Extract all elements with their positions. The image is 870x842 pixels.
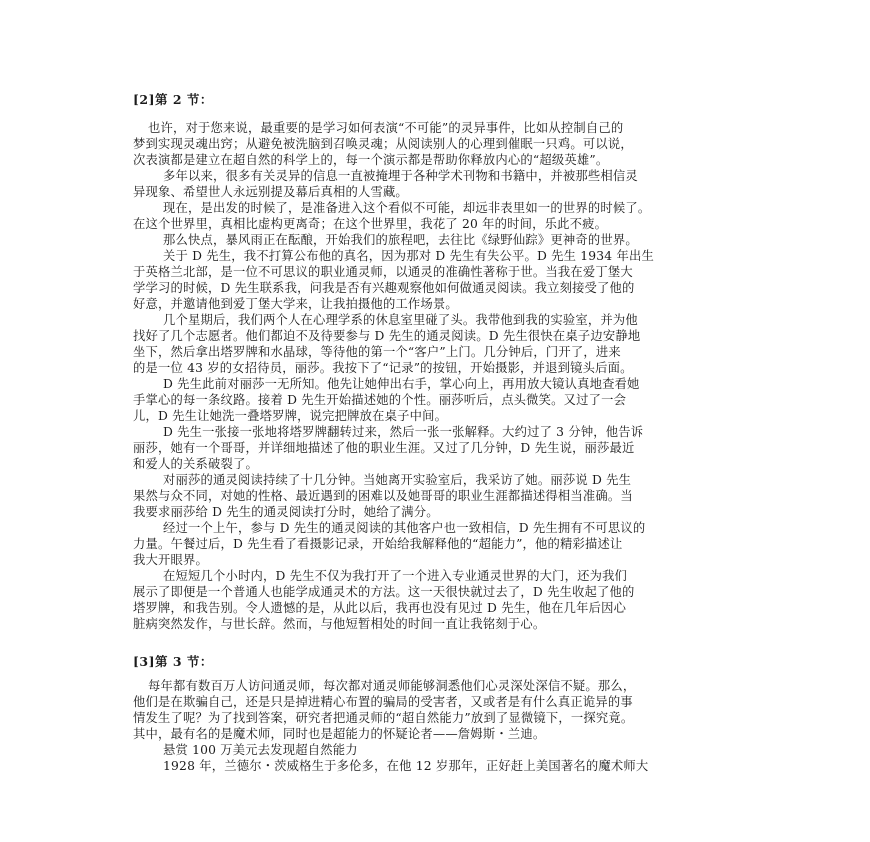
section-2-line: 丽莎，她有一个哥哥，并详细地描述了他的职业生涯。又过了几分钟，D 先生说，丽莎最近 xyxy=(133,441,635,455)
section-2-line: 和爱人的关系破裂了。 xyxy=(133,457,258,471)
section-2-line: 力量。午餐过后，D 先生看了看摄影记录，开始给我解释他的“超能力”，他的精彩描述让 xyxy=(133,537,623,551)
section-2-line: 学学习的时候，D 先生联系我，问我是否有兴趣观察他如何做通灵阅读。我立刻接受了他的 xyxy=(133,281,635,295)
section-3-line: 悬赏 100 万美元去发现超自然能力 xyxy=(163,743,358,757)
section-2-line: 梦到实现灵魂出窍；从避免被洗脑到召唤灵魂；从阅读别人的心理到催眠一只鸡。可以说， xyxy=(133,137,633,151)
section-2-line: 在这个世界里，真相比虚构更离奇；在这个世界里，我花了 20 年的时间，乐此不疲。 xyxy=(133,217,608,231)
section-2-line: 现在，是出发的时候了，是准备进入这个看似不可能，却远非表里如一的世界的时候了。 xyxy=(163,201,651,215)
section-3-line: 其中，最有名的是魔术师，同时也是超能力的怀疑论者——詹姆斯・兰迪。 xyxy=(133,727,546,741)
section-3-heading: [3]第 3 节： xyxy=(133,654,213,669)
section-2-line: 也许，对于您来说，最重要的是学习如何表演“不可能”的灵异事件，比如从控制自己的 xyxy=(148,121,624,135)
section-2-line: 脏病突然发作，与世长辞。然而，与他短暂相处的时间一直让我铭刻于心。 xyxy=(133,617,546,631)
section-2-line: 果然与众不同，对她的性格、最近遇到的困难以及她哥哥的职业生涯都描述得相当准确。当 xyxy=(133,489,633,503)
section-2-line: D 先生一张接一张地将塔罗牌翻转过来，然后一张一张解释。大约过了 3 分钟，他告诉 xyxy=(163,425,644,439)
section-2-line: 对丽莎的通灵阅读持续了十几分钟。当她离开实验室后，我采访了她。丽莎说 D 先生 xyxy=(163,473,632,487)
section-2-line: 于英格兰北部，是一位不可思议的职业通灵师，以通灵的准确性著称于世。当我在爱丁堡大 xyxy=(133,265,633,279)
section-2-heading: [2]第 2 节： xyxy=(133,92,213,107)
section-3-line: 他们是在欺骗自己，还是只是掉进精心布置的骗局的受害者，又或者是有什么真正诡异的事 xyxy=(133,695,633,709)
section-3-line: 1928 年，兰德尔・茨威格生于多伦多，在他 12 岁那年，正好赶上美国著名的魔术师大 xyxy=(163,759,649,773)
section-2-line: 的是一位 43 岁的女招待员，丽莎。我按下了“记录”的按钮，开始摄影，并退到镜头后面。 xyxy=(133,361,633,375)
section-2-line: 我大开眼界。 xyxy=(133,553,208,567)
section-2-line: 几个星期后，我们两个人在心理学系的休息室里碰了头。我带他到我的实验室，并为他 xyxy=(163,313,638,327)
section-2-line: 异现象、希望世人永远别提及幕后真相的人雪藏。 xyxy=(133,185,408,199)
section-2-line: 好意，并邀请他到爱丁堡大学来，让我拍摄他的工作场景。 xyxy=(133,297,458,311)
section-2-line: 展示了即便是一个普通人也能学成通灵术的方法。这一天很快就过去了，D 先生收起了他的 xyxy=(133,585,635,599)
section-2-line: 我要求丽莎给 D 先生的通灵阅读打分时，她给了满分。 xyxy=(133,505,439,519)
section-2-line: 关于 D 先生，我不打算公布他的真名，因为那对 D 先生有失公平。D 先生 1934 年出生 xyxy=(163,249,654,263)
section-2-line: 坐下，然后拿出塔罗牌和水晶球，等待他的第一个“客户”上门。几分钟后，门开了，进来 xyxy=(133,345,621,359)
section-2-line: 次表演都是建立在超自然的科学上的，每一个演示都是帮助你释放内心的“超级英雄”。 xyxy=(133,153,609,167)
section-2-line: 儿，D 先生让她洗一叠塔罗牌，说完把牌放在桌子中间。 xyxy=(133,409,448,423)
section-2-line: 找好了几个志愿者。他们都迫不及待要参与 D 先生的通灵阅读。D 先生很快在桌子边安静地 xyxy=(133,329,641,343)
section-2-line: 塔罗牌，和我告别。令人遗憾的是，从此以后，我再也没有见过 D 先生，他在几年后因心 xyxy=(133,601,627,615)
section-2-line: 在短短几个小时内，D 先生不仅为我打开了一个进入专业通灵世界的大门，还为我们 xyxy=(163,569,628,583)
section-3-line: 每年都有数百万人访问通灵师，每次都对通灵师能够洞悉他们心灵深处深信不疑。那么， xyxy=(148,679,636,693)
section-2-line: 手掌心的每一条纹路。接着 D 先生开始描述她的个性。丽莎听后，点头微笑。又过了一会 xyxy=(133,393,627,407)
section-2-line: 那么快点，暴风雨正在酝酿，开始我们的旅程吧，去往比《绿野仙踪》更神奇的世界。 xyxy=(163,233,638,247)
section-2-line: 多年以来，很多有关灵异的信息一直被掩埋于各种学术刊物和书籍中，并被那些相信灵 xyxy=(163,169,638,183)
section-3-line: 情发生了呢？为了找到答案，研究者把通灵师的“超自然能力”放到了显微镜下，一探究竟。 xyxy=(133,711,634,725)
section-2-line: D 先生此前对丽莎一无所知。他先让她伸出右手，掌心向上，再用放大镜认真地查看她 xyxy=(163,377,640,391)
section-2-line: 经过一个上午，参与 D 先生的通灵阅读的其他客户也一致相信，D 先生拥有不可思议的 xyxy=(163,521,646,535)
